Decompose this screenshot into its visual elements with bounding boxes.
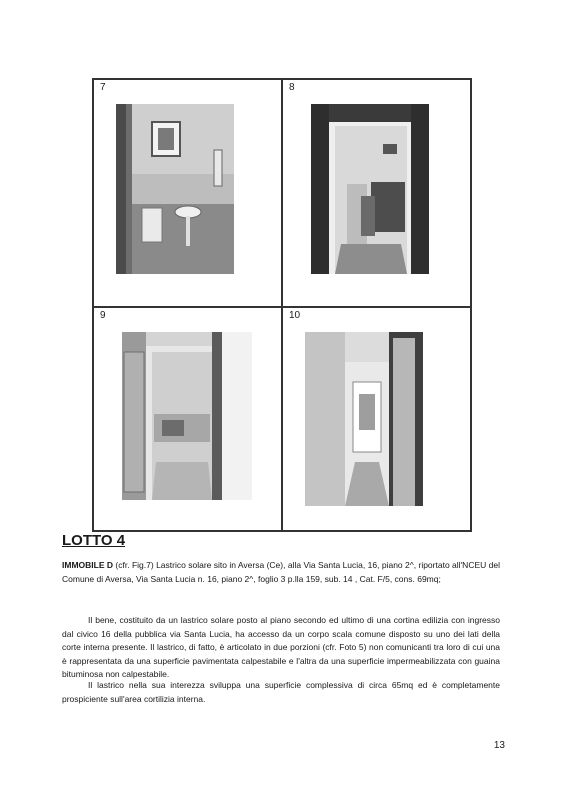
photo-cell-9 bbox=[93, 307, 282, 531]
photo-cell-10 bbox=[282, 307, 471, 531]
body-paragraph-1: Il bene, costituito da un lastrico solare posto al piano secondo ed ultimo di una cortina edilizia con ingresso dal civico 16 della pubblica via Santa Lucia, ha accesso da un corpo scala comune disposto su uno dei lati della corte interna presente. Il lastrico, di fatto, è articolato in due porzioni (cfr. Foto 5) non comunicanti tra loro di cui una è rappresentata da una superficie pavimentata calpestabile e l'altra da una superficie impermeabilizzata con guaina bituminosa non calpestabile. bbox=[62, 615, 500, 679]
page-number: 13 bbox=[493, 740, 505, 751]
photo-doorway bbox=[311, 104, 429, 274]
photo-cell-7 bbox=[93, 79, 282, 307]
photo-number: 7 bbox=[100, 82, 106, 93]
photo-bathroom bbox=[116, 104, 234, 274]
immobile-description bbox=[62, 559, 500, 586]
photo-grid bbox=[92, 78, 472, 532]
photo-number: 10 bbox=[289, 310, 301, 321]
photo-number: 9 bbox=[100, 310, 106, 321]
photo-cell-8 bbox=[282, 79, 471, 307]
section-title: LOTTO 4 bbox=[62, 532, 126, 549]
photo-room-door bbox=[122, 332, 252, 500]
immobile-text: (cfr. Fig.7) Lastrico solare sito in Aversa (Ce), alla Via Santa Lucia, 16, piano 2^, riportato all'NCEU del Comune di Aversa, Via Santa Lucia n. 16, piano 2^, foglio 3 p.lla 159, sub. 14 , Cat. F/5, cons. 69mq; bbox=[62, 560, 500, 584]
body-paragraph-2: Il lastrico nella sua interezza sviluppa una superficie complessiva di circa 65mq ed è completamente prospiciente sull'area cortilizia interna. bbox=[62, 680, 500, 704]
photo-number: 8 bbox=[289, 82, 295, 93]
immobile-label: IMMOBILE D bbox=[62, 560, 114, 570]
photo-corridor bbox=[305, 332, 423, 506]
